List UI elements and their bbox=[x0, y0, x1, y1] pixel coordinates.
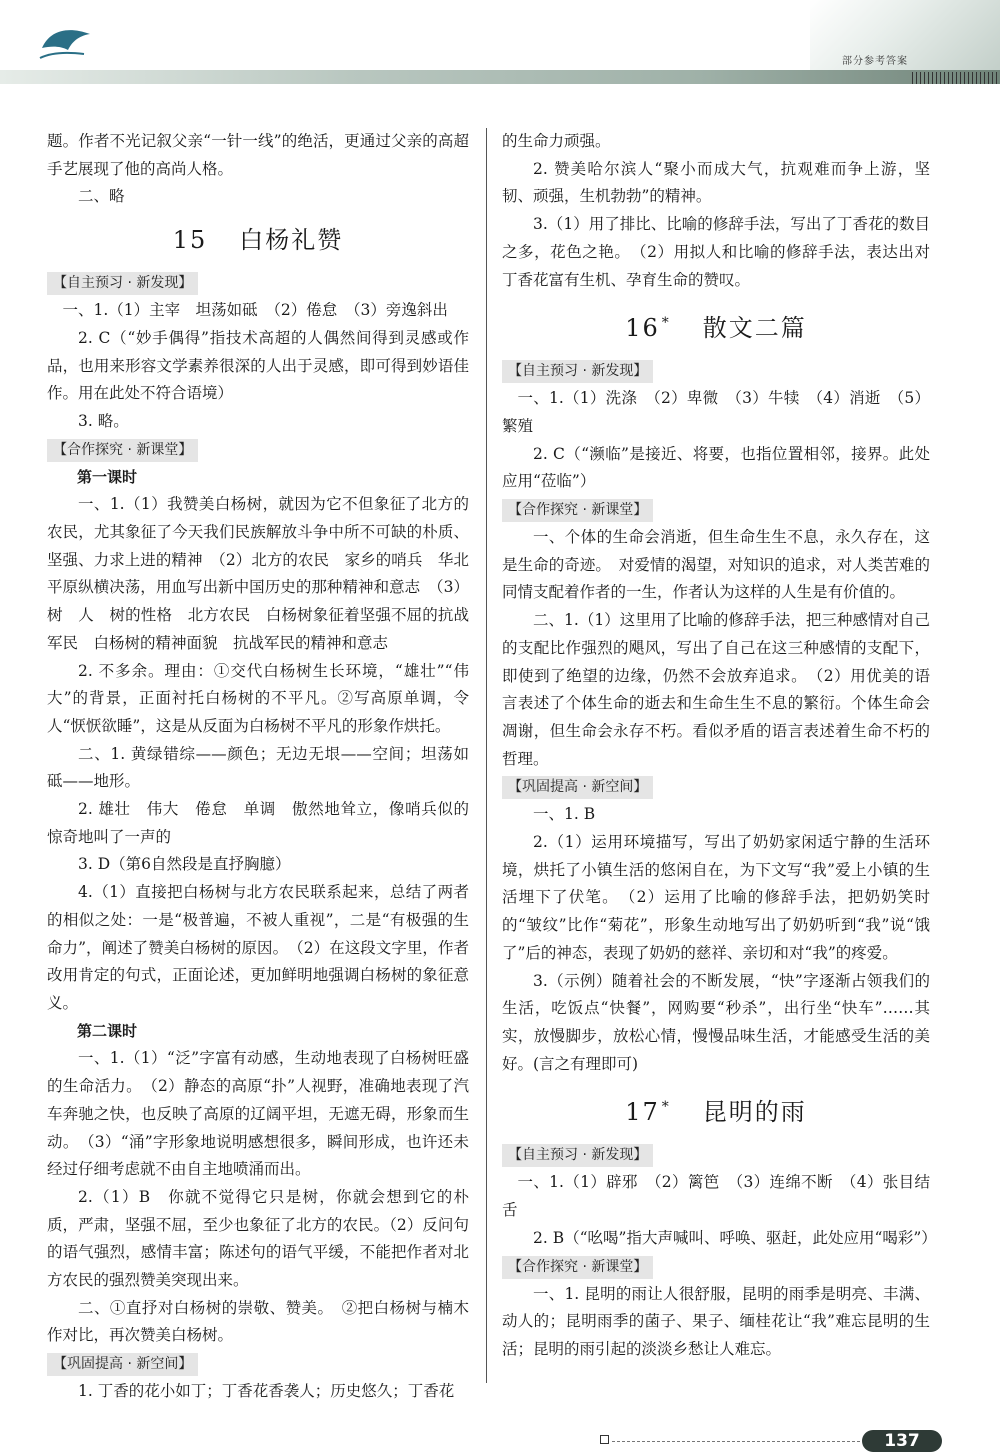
lesson-title bbox=[502, 306, 930, 345]
paragraph: 2. 赞美哈尔滨人“聚小而成大气，抗观难而争上游，坚韧、顽强，生机勃勃”的精神。 bbox=[502, 159, 930, 206]
lesson-number: 15 bbox=[172, 226, 208, 255]
paragraph: 二、略 bbox=[78, 187, 125, 206]
section-heading: 【自主预习 · 新发现】 bbox=[502, 1144, 653, 1167]
lesson-number bbox=[625, 314, 671, 342]
header-barcode bbox=[912, 72, 1000, 84]
paragraph: 的生命力顽强。 bbox=[502, 132, 611, 150]
lesson-number-text: 16 bbox=[625, 314, 660, 343]
paragraph: 2. B（“吆喝”指大声喊叫、呼唤、驱赶，此处应用“喝彩”） bbox=[533, 1228, 937, 1247]
header-band bbox=[0, 70, 1000, 84]
section-heading: 【自主预习 · 新发现】 bbox=[502, 360, 653, 383]
section-heading: 【合作探究 · 新课堂】 bbox=[47, 439, 198, 462]
subheading: 第一课时 bbox=[77, 467, 138, 486]
paragraph: 题。作者不光记叙父亲“一针一线”的绝活，更通过父亲的高超手艺展现了他的高尚人格。 bbox=[47, 132, 469, 178]
paragraph: 二、1.（1）这里用了比喻的修辞手法，把三种感情对自己的支配比作强烈的飓风，写出了自己在这三种感情的支配下，即使到了绝望的边缘，仍然不会放弃追求。 （2）用优美的语言表述了个体生命的逝去和生命生生不息的繁衍。个体生命会凋谢，但生命会永存不朽。看似矛盾的语言表述着生命不朽的哲理。 bbox=[502, 611, 930, 768]
section-heading: 【巩固提高 · 新空间】 bbox=[502, 776, 653, 799]
paragraph: 一、1.（1）我赞美白杨树，就因为它不但象征了北方的农民，尤其象征了今天我们民族解放斗争中所不可缺的朴质、坚强、力求上进的精神 （2）北方的农民 家乡的哨兵 华北平原纵横决荡，用血写出新中国历史的那种精神和意志 （3）树 人 树的性格 北方农民 白杨树象征着坚强不屈的抗战军民 白杨树的精神面貌 抗战军民的精神和意志 bbox=[47, 495, 469, 652]
paragraph: 一、1. B bbox=[533, 805, 596, 824]
section-heading: 【自主预习 · 新发现】 bbox=[47, 272, 198, 295]
page-header bbox=[0, 0, 1000, 95]
paragraph: 2. C（“妙手偶得”指技术高超的人偶然间得到灵感或作品，也用来形容文学素养很深的人出于灵感，即可得到妙语佳作。用在此处不符合语境） bbox=[47, 328, 469, 403]
lesson-name: 白杨礼赞 bbox=[239, 226, 344, 255]
paragraph: 3.（示例）随着社会的不断发展，“快”字逐渐占领我们的生活，吃饭点“快餐”，网购要“秒杀”，出行坐“快车”……其实，放慢脚步，放松心情，慢慢品味生活，才能感受生活的美好。(言之有理即可) bbox=[502, 971, 930, 1073]
paragraph: 1. 丁香的花小如丁；丁香花香袭人；历史悠久；丁香花 bbox=[78, 1382, 455, 1401]
paragraph: 一、1.（1）辟邪 （2）篱笆 （3）连绵不断 （4）张目结舌 bbox=[502, 1173, 930, 1220]
paragraph: 2.（1）B 你就不觉得它只是树，你就会想到它的朴质，严肃，坚强不屈，至少也象征了北方的农民。（2）反问句的语气强烈，感情丰富；陈述句的语气平缓，不能把作者对北方农民的强烈赞美突现出来。 bbox=[47, 1187, 469, 1290]
column-divider bbox=[486, 128, 487, 1383]
paragraph: 一、1.（1）洗涤 （2）卑微 （3）牛犊 （4）消逝 （5）繁殖 bbox=[502, 389, 930, 435]
paragraph: 3.（1）用了排比、比喻的修辞手法，写出了丁香花的数目之多，花色之艳。 （2）用拟人和比喻的修辞手法，表达出对丁香花富有生机、孕育生命的赞叹。 bbox=[502, 215, 930, 289]
lesson-number-text: 17 bbox=[625, 1098, 660, 1127]
left-column bbox=[47, 128, 485, 1406]
paragraph: 2.（1）运用环境描写，写出了奶奶家闲适宁静的生活环境，烘托了小镇生活的悠闲自在，为下文写“我”爱上小镇的生活埋下了伏笔。 （2）运用了比喻的修辞手法，把奶奶笑时的“皱纹”比作“菊花”，形象生动地写出了奶奶听到“我”说“饿了”后的神态，表现了奶奶的慈祥、亲切和对“我”的疼爱。 bbox=[502, 833, 930, 962]
paragraph: 一、个体的生命会消逝，但生命生生不息，永久存在，这是生命的奇迹。 对爱情的渴望，对知识的追求，对人类苦难的同情支配着作者的一生，作者认为这样的人生是有价值的。 bbox=[502, 528, 930, 602]
paragraph: 一、1.（1）“泛”字富有动感，生动地表现了白杨树旺盛的生命活力。 （2）静态的高原“扑”人视野，准确地表现了汽车奔驰之快，也反映了高原的辽阔平坦，无遮无碍，形象而生动。 （3）“涌”字形象地说明感想很多，瞬间形成，也许还未经过仔细考虑就不由自主地喷涌而出。 bbox=[47, 1049, 469, 1179]
page-footer bbox=[600, 1432, 1000, 1451]
paragraph: 3. D（第6自然段是直抒胸臆） bbox=[78, 855, 291, 874]
paragraph: 一、1.（1）主宰 坦荡如砥 （2）倦怠 （3）旁逸斜出 bbox=[62, 301, 448, 320]
paragraph: 一、1. 昆明的雨让人很舒服，昆明的雨季是明亮、丰满、动人的；昆明雨季的菌子、果子、缅桂花让“我”难忘昆明的生活；昆明的雨引起的淡淡乡愁让人难忘。 bbox=[502, 1284, 930, 1358]
lesson-name: 昆明的雨 bbox=[702, 1098, 807, 1127]
page-number: 137 bbox=[862, 1430, 942, 1452]
lesson-title bbox=[502, 1090, 930, 1129]
paragraph: 二、①直抒对白杨树的崇敬、赞美。 ②把白杨树与楠木作对比，再次赞美白杨树。 bbox=[47, 1298, 469, 1345]
lesson-star: * bbox=[661, 315, 671, 332]
paragraph: 2. 雄壮 伟大 倦怠 单调 傲然地耸立，像哨兵似的 惊奇地叫了一声的 bbox=[47, 800, 485, 846]
footer-rule bbox=[612, 1441, 860, 1442]
lesson-star: * bbox=[661, 1099, 671, 1116]
paragraph: 二、1. 黄绿错综——颜色；无边无垠——空间；坦荡如砥——地形。 bbox=[47, 744, 469, 791]
subheading: 第二课时 bbox=[77, 1021, 138, 1040]
right-column bbox=[502, 128, 937, 1364]
lesson-name: 散文二篇 bbox=[702, 314, 807, 343]
footer-square-icon bbox=[600, 1435, 609, 1444]
header-label: 部分参考答案 bbox=[842, 56, 908, 67]
section-heading: 【合作探究 · 新课堂】 bbox=[502, 1256, 653, 1279]
paragraph: 2. 不多余。理由：①交代白杨树生长环境，“雄壮”“伟大”的背景，正面衬托白杨树的不平凡。②写高原单调，令人“恹恹欲睡”，这是从反面为白杨树不平凡的形象作烘托。 bbox=[47, 661, 469, 735]
paragraph: 4.（1）直接把白杨树与北方农民联系起来，总结了两者的相似之处：一是“极普遍，不被人重视”，二是“有极强的生命力”，阐述了赞美白杨树的原因。 （2）在这段文字里，作者改用肯定的句式，正面论述，更加鲜明地强调白杨树的象征意义。 bbox=[47, 883, 469, 1012]
lesson-number bbox=[625, 1098, 671, 1126]
section-heading: 【巩固提高 · 新空间】 bbox=[47, 1353, 198, 1376]
leaf-logo-icon bbox=[38, 24, 94, 64]
paragraph: 3. 略。 bbox=[78, 411, 129, 430]
paragraph: 2. C（“濒临”是接近、将要，也指位置相邻，接界。此处应用“莅临”） bbox=[502, 444, 930, 491]
lesson-title bbox=[47, 223, 469, 257]
section-heading: 【合作探究 · 新课堂】 bbox=[502, 499, 653, 522]
